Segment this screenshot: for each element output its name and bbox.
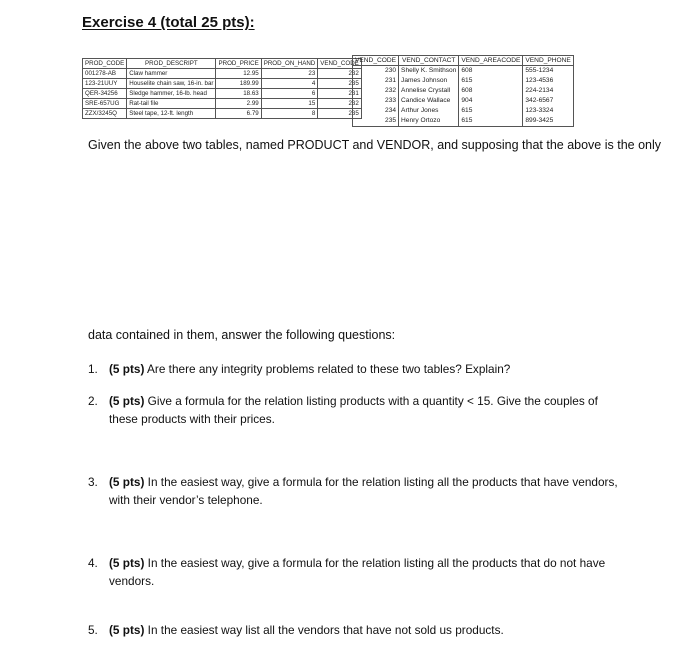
table-cell: James Johnson [399, 76, 459, 86]
question-text-cont: with their vendor’s telephone. [109, 493, 263, 507]
vendor-table-body [353, 66, 574, 127]
table-cell: 608 [459, 66, 523, 77]
table-cell: 23 [261, 69, 318, 79]
table-cell: 231 [353, 76, 399, 86]
table-cell: 123-21UUY [83, 79, 127, 89]
question-points: (5 pts) [109, 362, 145, 376]
question-points: (5 pts) [109, 623, 145, 637]
table-cell: Sledge hammer, 16-lb. head [127, 89, 216, 99]
table-cell: 224-2134 [523, 86, 573, 96]
table-cell: 189.99 [216, 79, 261, 89]
table-row [83, 89, 362, 99]
table-cell: Steel tape, 12-ft. length [127, 109, 216, 119]
column-header: VEND_AREACODE [459, 56, 523, 66]
table-cell: 615 [459, 116, 523, 127]
table-cell: 4 [261, 79, 318, 89]
exercise-title: Exercise 4 (total 25 pts): [82, 14, 255, 31]
question-text-cont: vendors. [109, 574, 155, 588]
question-number: 3. [88, 475, 98, 489]
product-table [82, 58, 362, 119]
table-cell: Claw hammer [127, 69, 216, 79]
table-cell: 230 [353, 66, 399, 77]
table-row [353, 106, 574, 116]
table-cell: 233 [353, 96, 399, 106]
table-cell: 235 [318, 79, 362, 89]
table-row [353, 66, 574, 77]
table-cell: Henry Ortozo [399, 116, 459, 127]
table-cell: 232 [353, 86, 399, 96]
question-text: Are there any integrity problems related to these two tables? Explain? [144, 362, 511, 376]
product-table-header [83, 59, 362, 69]
table-cell: 608 [459, 86, 523, 96]
question-3 [88, 473, 668, 509]
column-header: PROD_ON_HAND [261, 59, 318, 69]
product-table-body [83, 69, 362, 119]
column-header: VEND_CODE [353, 56, 399, 66]
table-cell: QER-34256 [83, 89, 127, 99]
intro-line-1: Given the above two tables, named PRODUCT and VENDOR, and supposing that the above is the only [88, 138, 662, 152]
question-number: 4. [88, 556, 98, 570]
question-points: (5 pts) [109, 475, 145, 489]
table-cell: 6.79 [216, 109, 261, 119]
table-cell: 615 [459, 106, 523, 116]
table-cell: 342-6567 [523, 96, 573, 106]
table-cell: Rat-tail file [127, 99, 216, 109]
question-text: In the easiest way, give a formula for the relation listing all the products that have vendors, [144, 475, 618, 489]
table-cell: Arthur Jones [399, 106, 459, 116]
table-cell: 232 [318, 99, 362, 109]
question-text: In the easiest way list all the vendors that have not sold us products. [144, 623, 504, 637]
table-cell: SRE-657UG [83, 99, 127, 109]
table-cell: 6 [261, 89, 318, 99]
table-row [83, 109, 362, 119]
question-text: In the easiest way, give a formula for the relation listing all the products that do not have [144, 556, 606, 570]
question-number: 1. [88, 362, 98, 376]
table-cell: Candice Wallace [399, 96, 459, 106]
table-row [83, 99, 362, 109]
table-cell: 234 [353, 106, 399, 116]
column-header: VEND_CONTACT [399, 56, 459, 66]
table-cell: Annelise Crystall [399, 86, 459, 96]
table-cell: ZZX/3245Q [83, 109, 127, 119]
question-text-cont: these products with their prices. [109, 412, 275, 426]
table-cell: 235 [318, 109, 362, 119]
question-text: Give a formula for the relation listing products with a quantity < 15. Give the couples of [144, 394, 598, 408]
vendor-table-header [353, 56, 574, 66]
column-header: PROD_PRICE [216, 59, 261, 69]
question-points: (5 pts) [109, 556, 145, 570]
table-cell: 2.99 [216, 99, 261, 109]
table-row [353, 116, 574, 127]
table-cell: 899-3425 [523, 116, 573, 127]
table-cell: Shelly K. Smithson [399, 66, 459, 77]
column-header: PROD_CODE [83, 59, 127, 69]
table-row [83, 79, 362, 89]
table-row [353, 86, 574, 96]
table-cell: 12.95 [216, 69, 261, 79]
question-1 [88, 360, 668, 378]
table-cell: 18.63 [216, 89, 261, 99]
table-cell: Houselite chain saw, 16-in. bar [127, 79, 216, 89]
table-cell: 123-3324 [523, 106, 573, 116]
table-row [353, 96, 574, 106]
column-header: VEND_CODE [318, 59, 362, 69]
table-cell: 15 [261, 99, 318, 109]
question-5 [88, 621, 668, 639]
table-cell: 555-1234 [523, 66, 573, 77]
table-cell: 232 [318, 69, 362, 79]
question-points: (5 pts) [109, 394, 145, 408]
table-cell: 001278-AB [83, 69, 127, 79]
question-2 [88, 392, 668, 428]
column-header: PROD_DESCRIPT [127, 59, 216, 69]
question-number: 5. [88, 623, 98, 637]
table-row [353, 76, 574, 86]
table-cell: 231 [318, 89, 362, 99]
table-cell: 904 [459, 96, 523, 106]
table-cell: 615 [459, 76, 523, 86]
table-cell: 123-4536 [523, 76, 573, 86]
vendor-table [352, 55, 574, 127]
intro-line-2: data contained in them, answer the following questions: [88, 328, 396, 342]
question-4 [88, 554, 668, 590]
column-header: VEND_PHONE [523, 56, 573, 66]
table-row [83, 69, 362, 79]
table-cell: 235 [353, 116, 399, 127]
table-cell: 8 [261, 109, 318, 119]
question-number: 2. [88, 394, 98, 408]
